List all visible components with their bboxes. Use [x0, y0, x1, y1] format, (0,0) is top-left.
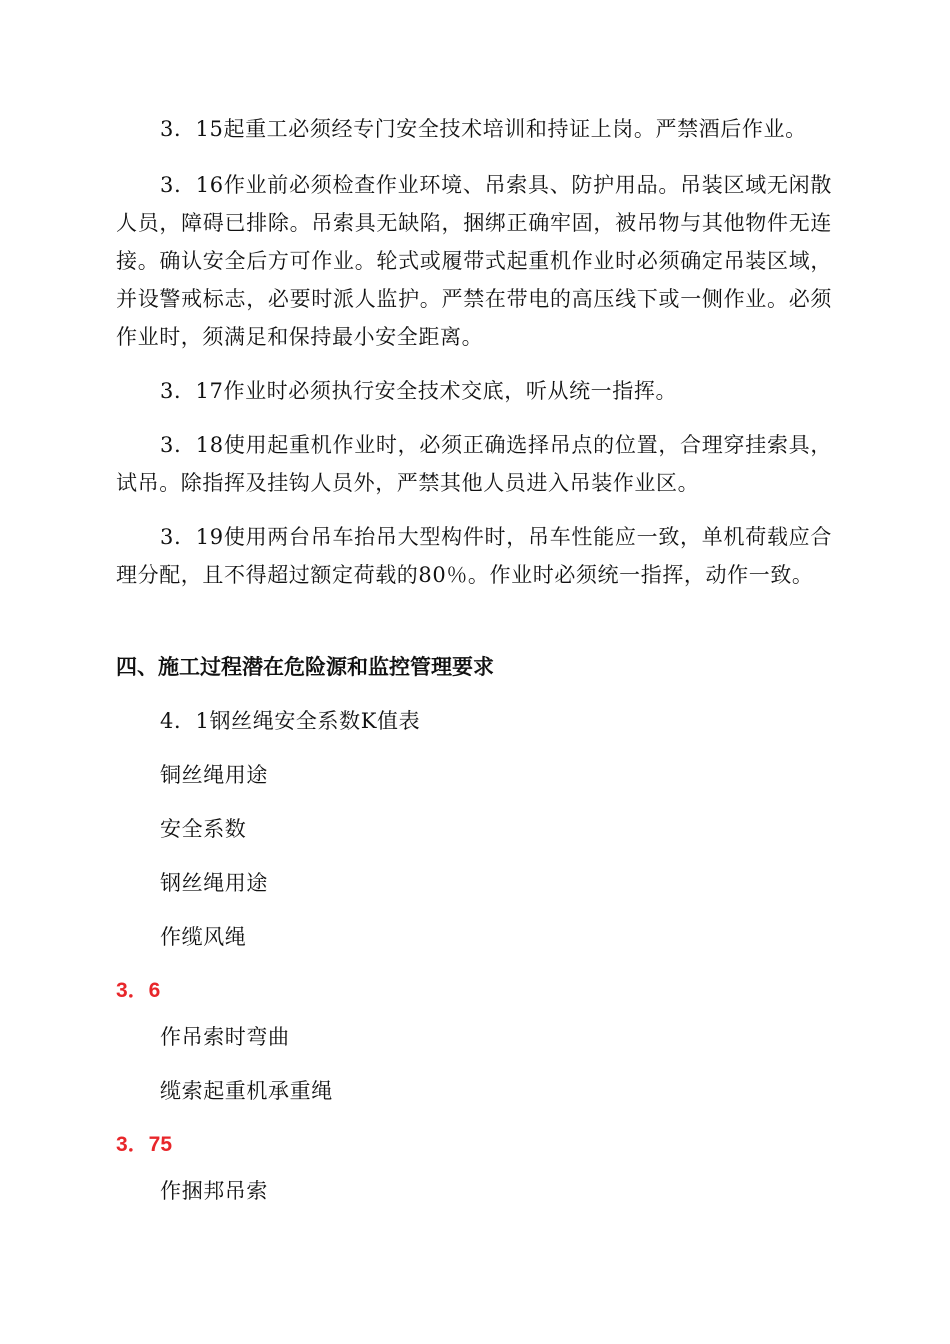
table-header-usage-2: 钢丝绳用途 — [160, 871, 268, 895]
clause-3-16: 3．16作业前必须检查作业环境、吊索具、防护用品。吊装区域无闲散人员，障碍已排除。吊索具无缺陷，捆绑正确牢固，被吊物与其他物件无连接。确认安全后方可作业。轮式或履带式起重机作业时必须确定吊装区域，并设警戒标志，必要时派人监护。严禁在带电的高压线下或一侧作业。必须作业时，须满足和保持最小安全距离。 — [116, 173, 832, 349]
table-row-guy-rope: 作缆风绳 — [160, 925, 247, 949]
table-value-3-6: 3．6 — [116, 979, 161, 1002]
clause-3-18: 3．18使用起重机作业时，必须正确选择吊点的位置，合理穿挂索具，试吊。除指挥及挂钩人员外，严禁其他人员进入吊装作业区。 — [116, 433, 832, 495]
table-header-usage-1: 铜丝绳用途 — [160, 763, 268, 787]
table-value-3-75: 3．75 — [116, 1133, 173, 1156]
table-row-sling-bending: 作吊索时弯曲 — [160, 1025, 290, 1049]
table-row-binding-sling: 作捆邦吊索 — [160, 1179, 268, 1203]
table-row-cable-crane: 缆索起重机承重绳 — [160, 1079, 333, 1103]
clause-3-19: 3．19使用两台吊车抬吊大型构件时，吊车性能应一致，单机荷载应合理分配，且不得超过额定荷载的80％。作业时必须统一指挥，动作一致。 — [116, 525, 832, 587]
clause-3-17: 3．17作业时必须执行安全技术交底，听从统一指挥。 — [160, 379, 678, 403]
table-title: 4．1钢丝绳安全系数K值表 — [160, 709, 421, 733]
section-heading: 四、施工过程潜在危险源和监控管理要求 — [116, 655, 494, 679]
clause-3-15: 3．15起重工必须经专门安全技术培训和持证上岗。严禁酒后作业。 — [160, 117, 807, 141]
table-header-safety-factor: 安全系数 — [160, 817, 247, 841]
